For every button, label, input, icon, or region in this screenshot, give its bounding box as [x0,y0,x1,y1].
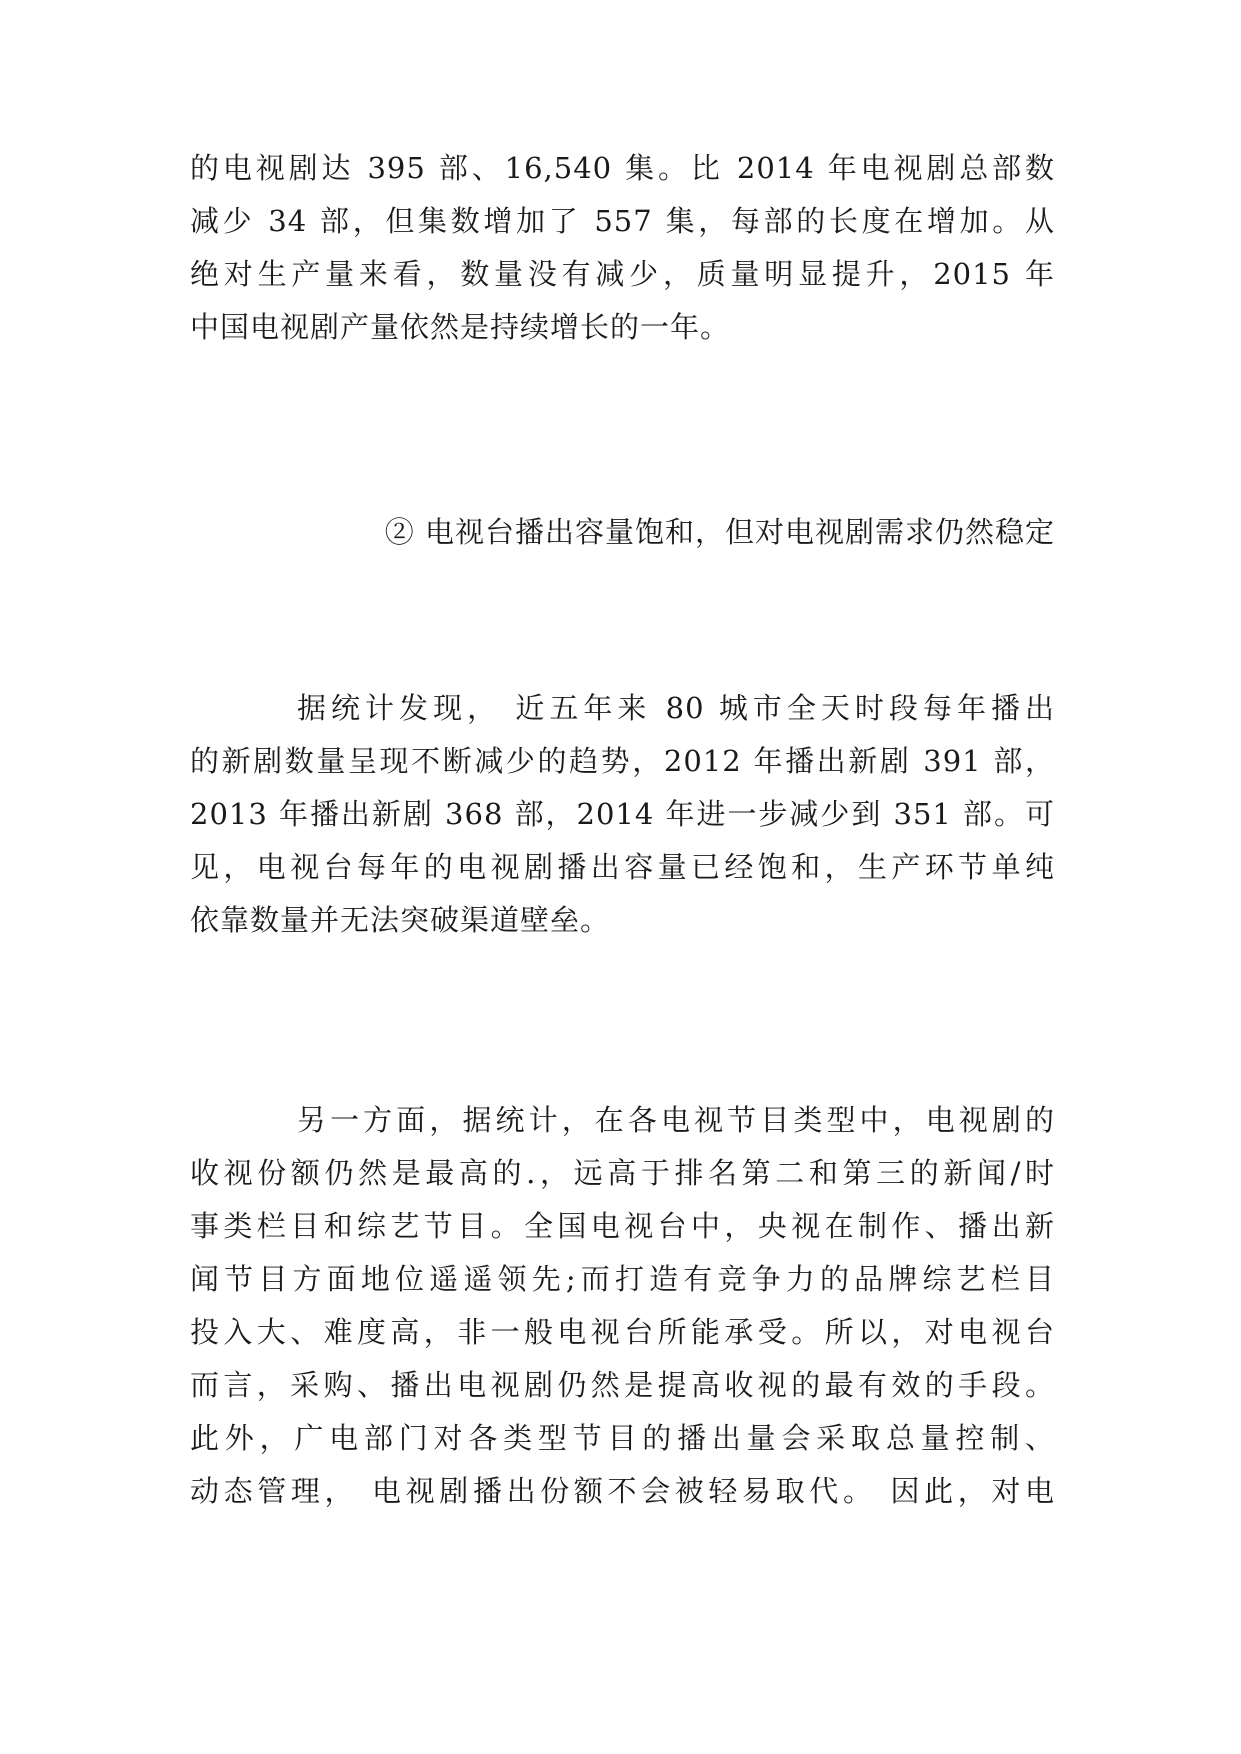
paragraph-line: 另一方面，据统计，在各电视节目类型中，电视剧的 [297,1103,1055,1137]
paragraph-line: 的新剧数量呈现不断减少的趋势，2012 年播出新剧 391 部， [190,744,1055,778]
paragraph-line: 事类栏目和综艺节目。全国电视台中，央视在制作、播出新 [190,1209,1055,1243]
paragraph-line: 而言，采购、播出电视剧仍然是提高收视的最有效的手段。 [190,1368,1055,1402]
paragraph-line: 2013 年播出新剧 368 部，2014 年进一步减少到 351 部。可 [190,797,1055,831]
paragraph-line: 收视份额仍然是最高的.，远高于排名第二和第三的新闻/时 [190,1156,1055,1190]
paragraph-line: 的电视剧达 395 部、16,540 集。比 2014 年电视剧总部数 [190,151,1055,185]
paragraph-line: 减少 34 部，但集数增加了 557 集，每部的长度在增加。从 [190,204,1055,238]
paragraph-line: 投入大、难度高，非一般电视台所能承受。所以，对电视台 [190,1315,1055,1349]
paragraph-line: 闻节目方面地位遥遥领先;而打造有竞争力的品牌综艺栏目 [190,1262,1055,1296]
paragraph-line: 此外，广电部门对各类型节目的播出量会采取总量控制、 [190,1421,1055,1455]
paragraph-line: 见，电视台每年的电视剧播出容量已经饱和，生产环节单纯 [190,850,1055,884]
section-heading: ② 电视台播出容量饱和，但对电视剧需求仍然稳定 [384,515,1055,549]
paragraph-line: 绝对生产量来看，数量没有减少，质量明显提升，2015 年 [190,257,1055,291]
paragraph-line: 依靠数量并无法突破渠道壁垒。 [190,903,611,937]
paragraph-line: 动态管理， 电视剧播出份额不会被轻易取代。 因此，对电 [190,1474,1055,1508]
paragraph-line: 据统计发现， 近五年来 80 城市全天时段每年播出 [297,691,1055,725]
paragraph-line: 中国电视剧产量依然是持续增长的一年。 [190,310,731,344]
